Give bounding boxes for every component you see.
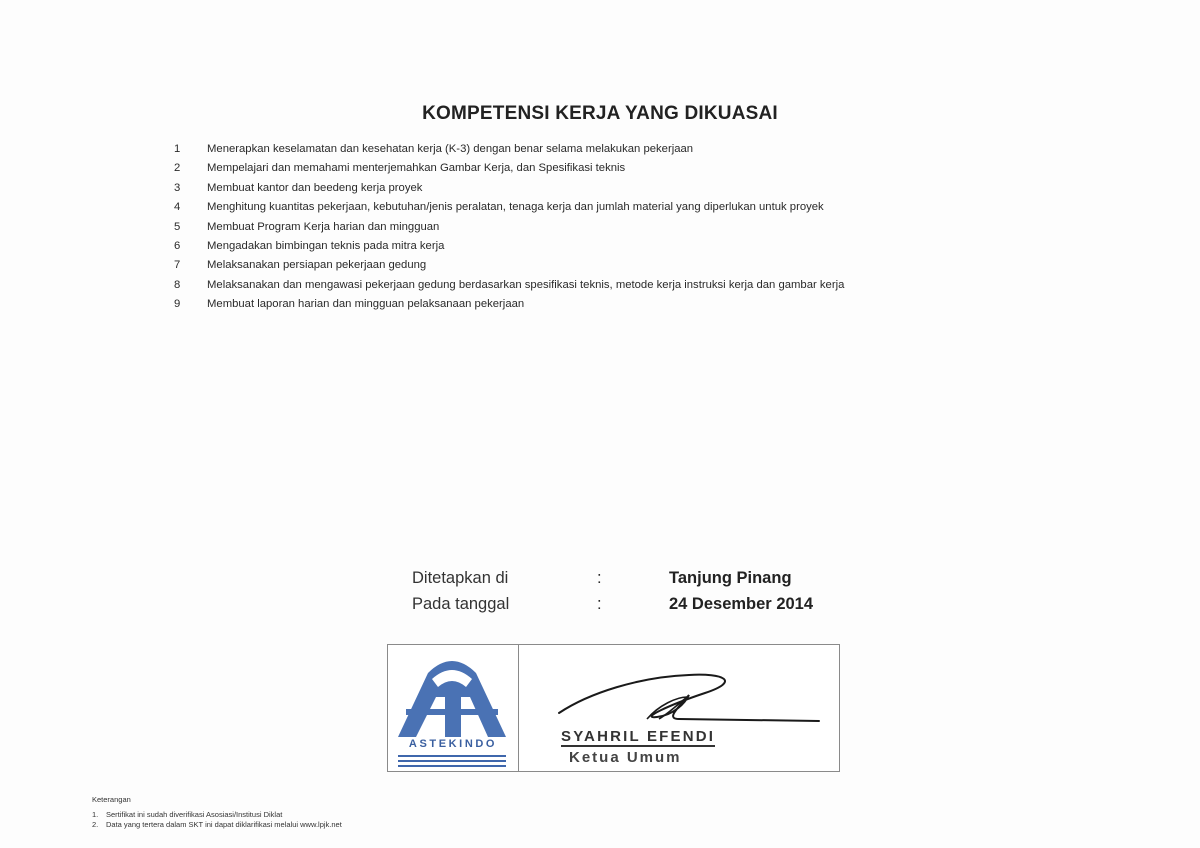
item-text: Melaksanakan persiapan pekerjaan gedung (207, 259, 427, 272)
list-item (174, 179, 844, 198)
note-text: Sertifikat ini sudah diverifikasi Asosiasi/Institusi Diklat (106, 810, 283, 819)
note-item (92, 810, 342, 820)
list-item (174, 218, 844, 237)
signature-cell (519, 645, 839, 771)
astekindo-logo-icon (388, 645, 518, 741)
item-number: 8 (174, 278, 181, 291)
issue-date-label: Pada tanggal (412, 595, 510, 613)
signature-box (387, 644, 840, 772)
item-text: Mengadakan bimbingan teknis pada mitra kerja (207, 239, 445, 252)
list-item (174, 140, 844, 159)
list-item (174, 256, 844, 275)
item-text: Mempelajari dan memahami menterjemahkan Gambar Kerja, dan Spesifikasi teknis (207, 162, 626, 175)
note-number: 2. (92, 820, 99, 829)
item-text: Melaksanakan dan mengawasi pekerjaan gedung berdasarkan spesifikasi teknis, metode kerja instruksi kerja dan gambar kerja (207, 278, 845, 291)
logo-cell (388, 645, 519, 771)
competency-list (174, 140, 844, 315)
issue-date-row (412, 591, 813, 617)
item-text: Membuat Program Kerja harian dan mingguan (207, 220, 440, 233)
list-item (174, 159, 844, 178)
signer-title: Ketua Umum (569, 749, 682, 766)
item-number: 3 (174, 181, 181, 194)
issue-place-value: Tanjung Pinang (669, 569, 792, 587)
issue-date-value: 24 Desember 2014 (669, 595, 814, 613)
item-number: 2 (174, 162, 181, 175)
issue-place-label: Ditetapkan di (412, 569, 509, 587)
list-item (174, 237, 844, 256)
page-title: KOMPETENSI KERJA YANG DIKUASAI (422, 103, 778, 124)
item-number: 5 (174, 220, 181, 233)
item-text: Menghitung kuantitas pekerjaan, kebutuhan/jenis peralatan, tenaga kerja dan jumlah material yang diperlukan untuk proyek (207, 201, 824, 214)
item-text: Membuat laporan harian dan mingguan pelaksanaan pekerjaan (207, 298, 525, 311)
issue-details (412, 565, 813, 617)
item-number: 7 (174, 259, 181, 272)
notes-section (92, 795, 342, 830)
item-number: 9 (174, 298, 181, 311)
item-text: Menerapkan keselamatan dan kesehatan kerja (K-3) dengan benar selama melakukan pekerjaan (207, 143, 694, 155)
issue-place-row (412, 565, 813, 591)
separator: : (597, 595, 602, 613)
list-item (174, 198, 844, 217)
logo-underlines (398, 755, 506, 770)
item-number: 1 (174, 143, 181, 155)
note-text: Data yang tertera dalam SKT ini dapat diklarifikasi melalui www.lpjk.net (106, 820, 342, 829)
signer-name: SYAHRIL EFENDI (561, 728, 716, 745)
note-number: 1. (92, 810, 99, 819)
item-number: 6 (174, 239, 181, 252)
list-item (174, 295, 844, 314)
separator: : (597, 569, 602, 587)
list-item (174, 276, 844, 295)
item-text: Membuat kantor dan beedeng kerja proyek (207, 181, 423, 194)
item-number: 4 (174, 201, 181, 214)
handwritten-signature-icon (519, 645, 839, 735)
note-item (92, 820, 342, 830)
notes-heading: Keterangan (92, 795, 131, 804)
logo-text: ASTEKINDO (408, 738, 498, 750)
